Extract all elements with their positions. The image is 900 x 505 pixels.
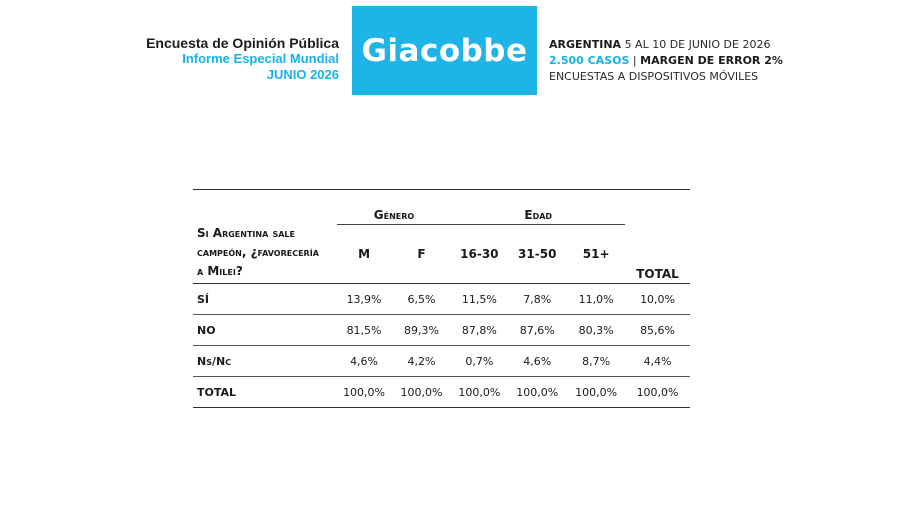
- survey-details: [549, 37, 783, 85]
- table-cell: 100,0%: [451, 377, 507, 408]
- table-cell: 4,6%: [337, 346, 392, 377]
- survey-question: [193, 190, 337, 284]
- table-cell: 100,0%: [507, 377, 567, 408]
- results-table: [193, 189, 690, 408]
- survey-country: ARGENTINA: [549, 38, 622, 51]
- table-row-no: [193, 315, 690, 346]
- question-line-1: Si Argentina sale: [197, 226, 295, 240]
- report-subtitle: Informe Especial Mundial: [182, 51, 339, 66]
- logo-text: Giacobbe: [361, 32, 528, 69]
- table-cell: 6,5%: [392, 284, 452, 315]
- table-cell: 89,3%: [392, 315, 452, 346]
- table-cell: 80,3%: [567, 315, 625, 346]
- row-label: TOTAL: [193, 377, 337, 408]
- table-cell-total: 85,6%: [625, 315, 690, 346]
- table-cell: 81,5%: [337, 315, 392, 346]
- table-cell: 4,6%: [507, 346, 567, 377]
- group-header-age: Edad: [524, 208, 553, 222]
- survey-method: ENCUESTAS A DISPOSITIVOS MÓVILES: [549, 70, 759, 83]
- question-line-3: a Milei?: [197, 264, 243, 278]
- table-cell: 100,0%: [567, 377, 625, 408]
- table-cell: 4,2%: [392, 346, 452, 377]
- row-label: NO: [193, 315, 337, 346]
- survey-location-dates: [549, 37, 783, 53]
- survey-dates: 5 AL 10 DE JUNIO DE 2026: [624, 38, 771, 51]
- row-label: Ns/Nc: [193, 346, 337, 377]
- table-cell: 100,0%: [392, 377, 452, 408]
- separator: |: [632, 54, 637, 67]
- survey-sample: [549, 53, 783, 69]
- table-row-si: [193, 284, 690, 315]
- survey-title: Encuesta de Opinión Pública: [146, 35, 339, 51]
- table-cell: 11,0%: [567, 284, 625, 315]
- survey-cases: 2.500 CASOS: [549, 54, 630, 67]
- column-header-age-31-50: 31-50: [518, 247, 557, 261]
- table-cell: 8,7%: [567, 346, 625, 377]
- giacobbe-logo: [352, 6, 537, 95]
- table-cell: 13,9%: [337, 284, 392, 315]
- column-header-age-51-plus: 51+: [582, 247, 610, 261]
- report-date: JUNIO 2026: [266, 67, 339, 82]
- table-cell: 0,7%: [451, 346, 507, 377]
- report-title-block: [146, 35, 339, 83]
- column-header-total: TOTAL: [636, 267, 679, 281]
- table-row-total: [193, 377, 690, 408]
- table-cell: 87,6%: [507, 315, 567, 346]
- table-cell-total: 100,0%: [625, 377, 690, 408]
- table-row-ns-nc: [193, 346, 690, 377]
- table-cell: 11,5%: [451, 284, 507, 315]
- survey-margin-of-error: MARGEN DE ERROR 2%: [640, 54, 783, 67]
- question-line-2: campeón, ¿favorecería: [197, 245, 319, 259]
- table-cell: 87,8%: [451, 315, 507, 346]
- table-cell: 100,0%: [337, 377, 392, 408]
- table-cell-total: 10,0%: [625, 284, 690, 315]
- column-header-female: F: [417, 247, 426, 261]
- group-header-gender: Género: [373, 208, 415, 222]
- row-label: SÍ: [193, 284, 337, 315]
- column-header-male: M: [358, 247, 371, 261]
- table-cell-total: 4,4%: [625, 346, 690, 377]
- column-header-age-16-30: 16-30: [460, 247, 499, 261]
- table-cell: 7,8%: [507, 284, 567, 315]
